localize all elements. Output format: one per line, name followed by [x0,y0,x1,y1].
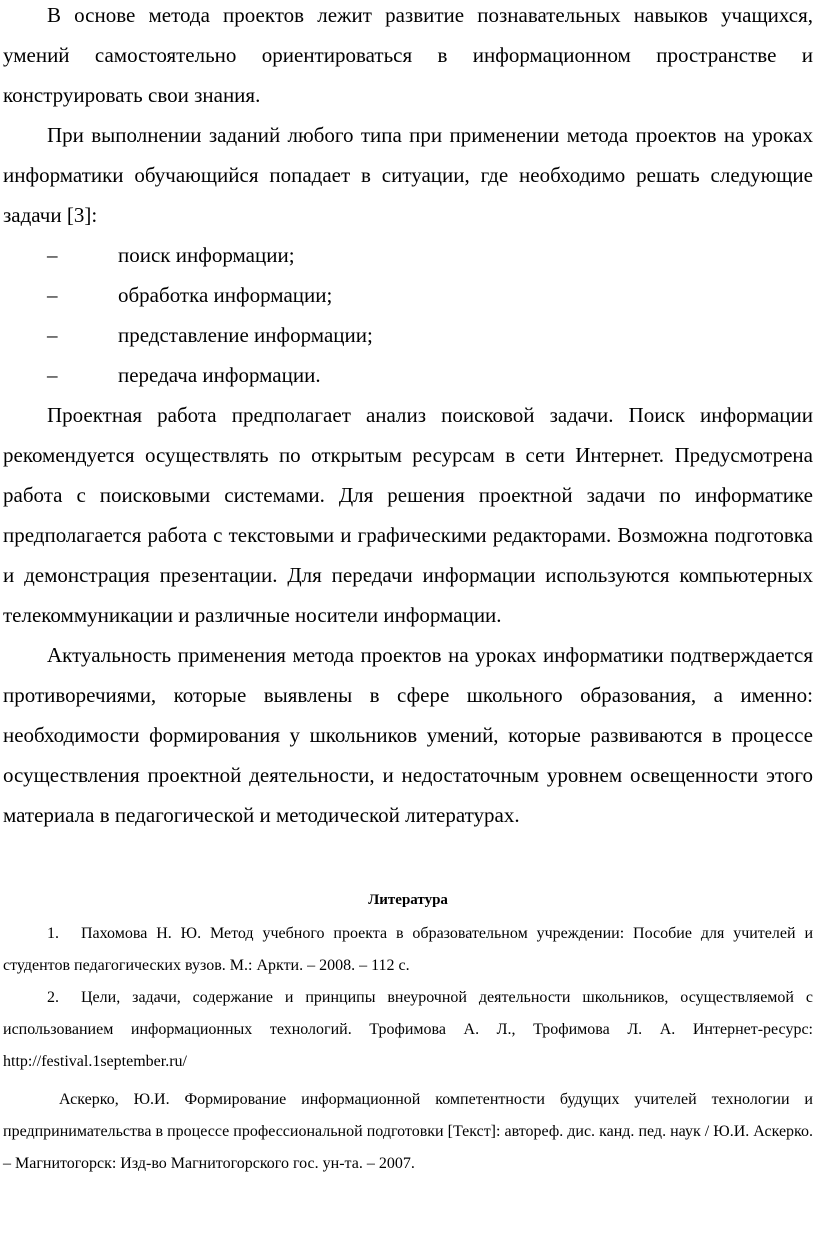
paragraph-2: При выполнении заданий любого типа при применении метода проектов на уроках информатики обучающийся попадает в ситуации, где необходимо решать следующие задачи [3]: [3,123,813,227]
reference-text: Пахомова Н. Ю. Метод учебного проекта в образовательном учреждении: Пособие для учителей и студентов педагогических вузов. М.: Аркти. – 2008. – 112 с. [3,925,813,974]
list-item-text: передача информации. [118,363,321,387]
list-item [3,355,813,395]
paragraph-4: Актуальность применения метода проектов на уроках информатики подтверждается противоречиями, которые выявлены в сфере школьного образования, а именно: необходимости формирования у школьников умений, которые развиваются в процессе осуществления проектной деятельности, и недостаточным уровнем освещенности этого материала в педагогической и методической литературах. [3,643,813,827]
task-list [3,235,813,395]
list-item-text: поиск информации; [118,243,295,267]
list-dash: – [47,283,58,307]
reference-item [3,982,813,1078]
reference-list [3,918,813,1180]
literature-heading: Литература [368,892,448,908]
list-dash: – [47,363,58,387]
reference-text: Цели, задачи, содержание и принципы внеурочной деятельности школьников, осуществляемой с использованием информационных технологий. Трофимова А. Л., Трофимова Л. А. Интернет-ресурс: http://festival.1september.ru/ [3,989,813,1070]
reference-item: Аскерко, Ю.И. Формирование информационной компетентности будущих учителей технологии и предпринимательства в процессе профессиональной подготовки [Текст]: автореф. дис. канд. пед. наук / Ю.И. Аскерко. – Магнитогорск: Изд-во Магнитогорского гос. ун-та. – 2007. [3,1091,813,1172]
reference-item [3,918,813,982]
reference-number: 2. [47,989,59,1006]
document-body [3,0,813,835]
list-dash: – [47,323,58,347]
list-dash: – [47,243,58,267]
paragraph-1: В основе метода проектов лежит развитие познавательных навыков учащихся, умений самостоятельно ориентироваться в информационном пространстве и конструировать свои знания. [3,3,813,107]
list-item-text: обработка информации; [118,283,333,307]
paragraph-3: Проектная работа предполагает анализ поисковой задачи. Поиск информации рекомендуется осуществлять по открытым ресурсам в сети Интернет. Предусмотрена работа с поисковыми системами. Для решения проектной задачи по информатике предполагается работа с текстовыми и графическими редакторами. Возможна подготовка и демонстрация презентации. Для передачи информации используются компьютерных телекоммуникации и различные носители информации. [3,403,813,627]
list-item [3,235,813,275]
list-item [3,315,813,355]
list-item-text: представление информации; [118,323,373,347]
list-item [3,275,813,315]
reference-number: 1. [47,925,59,942]
